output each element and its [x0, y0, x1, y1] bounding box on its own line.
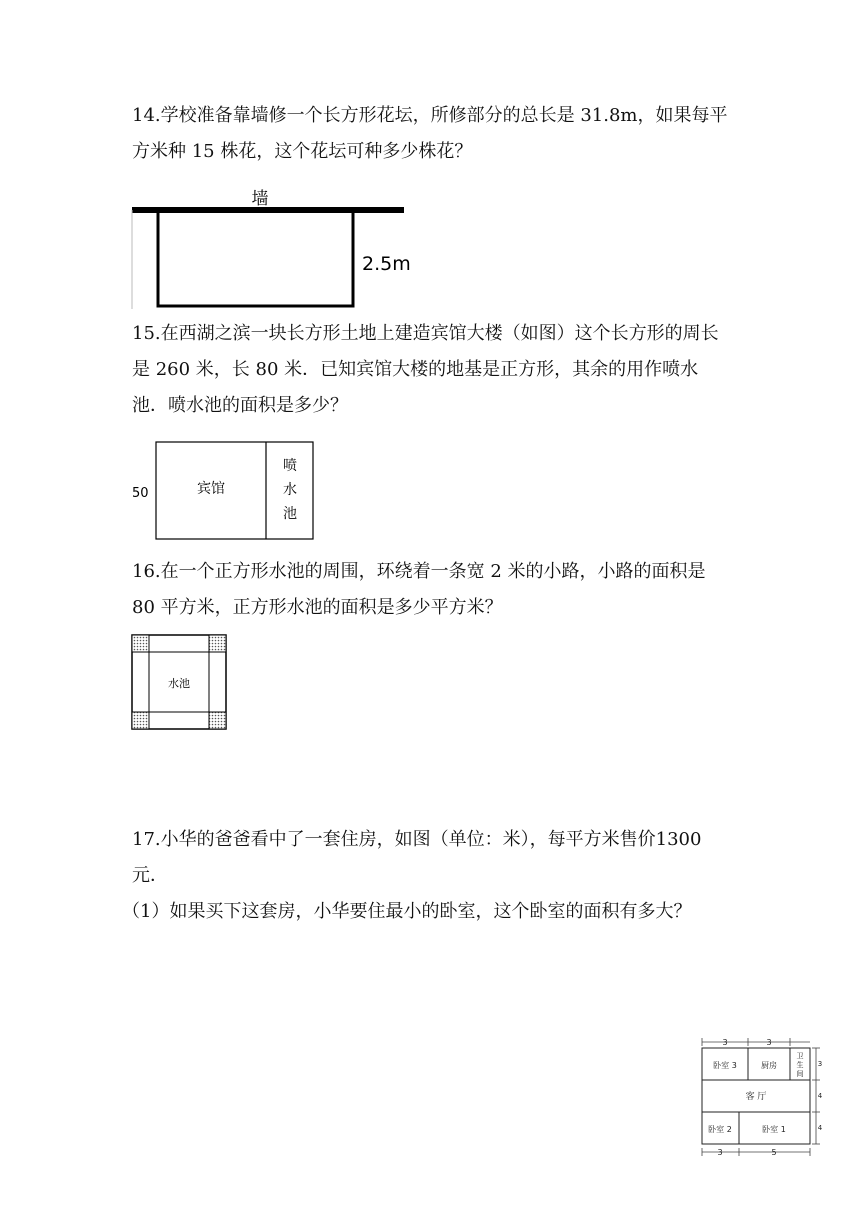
question-17-text: 17.小华的爸爸看中了一套住房，如图（单位：米），每平方米售价1300 元．: [132, 829, 702, 886]
right-dim-1: 3: [817, 1060, 823, 1068]
bedroom-3-label: 卧室 3: [713, 1061, 737, 1070]
bathroom-char-1: 卫: [796, 1052, 804, 1060]
corner-bottom-left: [132, 712, 149, 729]
question-17-sub1: （1）如果买下这套房，小华要住最小的卧室，这个卧室的面积有多大？: [122, 901, 692, 922]
bathroom-char-2: 生: [796, 1061, 804, 1069]
wall-label: 墙: [251, 189, 269, 209]
bedroom-1-label: 卧室 1: [762, 1125, 786, 1134]
corner-top-right: [209, 635, 226, 652]
pool-char-1: 喷: [283, 458, 297, 474]
bottom-dim-2: 5: [771, 1148, 777, 1157]
question-15-figure: [130, 440, 320, 544]
pool-label: 水池: [168, 677, 190, 690]
question-17-floorplan: [692, 1034, 824, 1162]
right-dim-2: 4: [817, 1092, 823, 1100]
bottom-dim-1: 3: [717, 1148, 723, 1157]
bathroom-char-3: 间: [796, 1070, 804, 1078]
question-14-text: 14.学校准备靠墙修一个长方形花坛，所修部分的总长是 31.8m，如果每平方米种 15 株花，这个花坛可种多少株花？: [132, 105, 728, 162]
bedroom-2-label: 卧室 2: [708, 1125, 732, 1134]
living-room-label: 客 厅: [745, 1092, 767, 1102]
hotel-label: 宾馆: [197, 481, 225, 497]
question-16-text: 16.在一个正方形水池的周围，环绕着一条宽 2 米的小路，小路的面积是 80 平方米，正方形水池的面积是多少平方米？: [132, 561, 706, 618]
top-dim-2: 3: [766, 1038, 772, 1047]
question-15-text: 15.在西湖之滨一块长方形土地上建造宾馆大楼（如图）这个长方形的周长是 260 米，长 80 米．已知宾馆大楼的地基是正方形，其余的用作喷水池．喷水池的面积是多少？: [132, 323, 719, 416]
question-16-figure: [130, 633, 230, 733]
kitchen-label: 厨房: [761, 1061, 777, 1070]
corner-bottom-right: [209, 712, 226, 729]
flowerbed-rect: [158, 210, 353, 306]
pool-char-2: 水: [283, 482, 297, 498]
question-14-figure: [130, 184, 420, 312]
corner-top-left: [132, 635, 149, 652]
side-label: 50: [132, 486, 149, 501]
height-label: 2.5m: [362, 253, 411, 275]
top-dim-1: 3: [722, 1038, 728, 1047]
pool-char-3: 池: [283, 506, 297, 522]
right-dim-3: 4: [817, 1124, 823, 1132]
